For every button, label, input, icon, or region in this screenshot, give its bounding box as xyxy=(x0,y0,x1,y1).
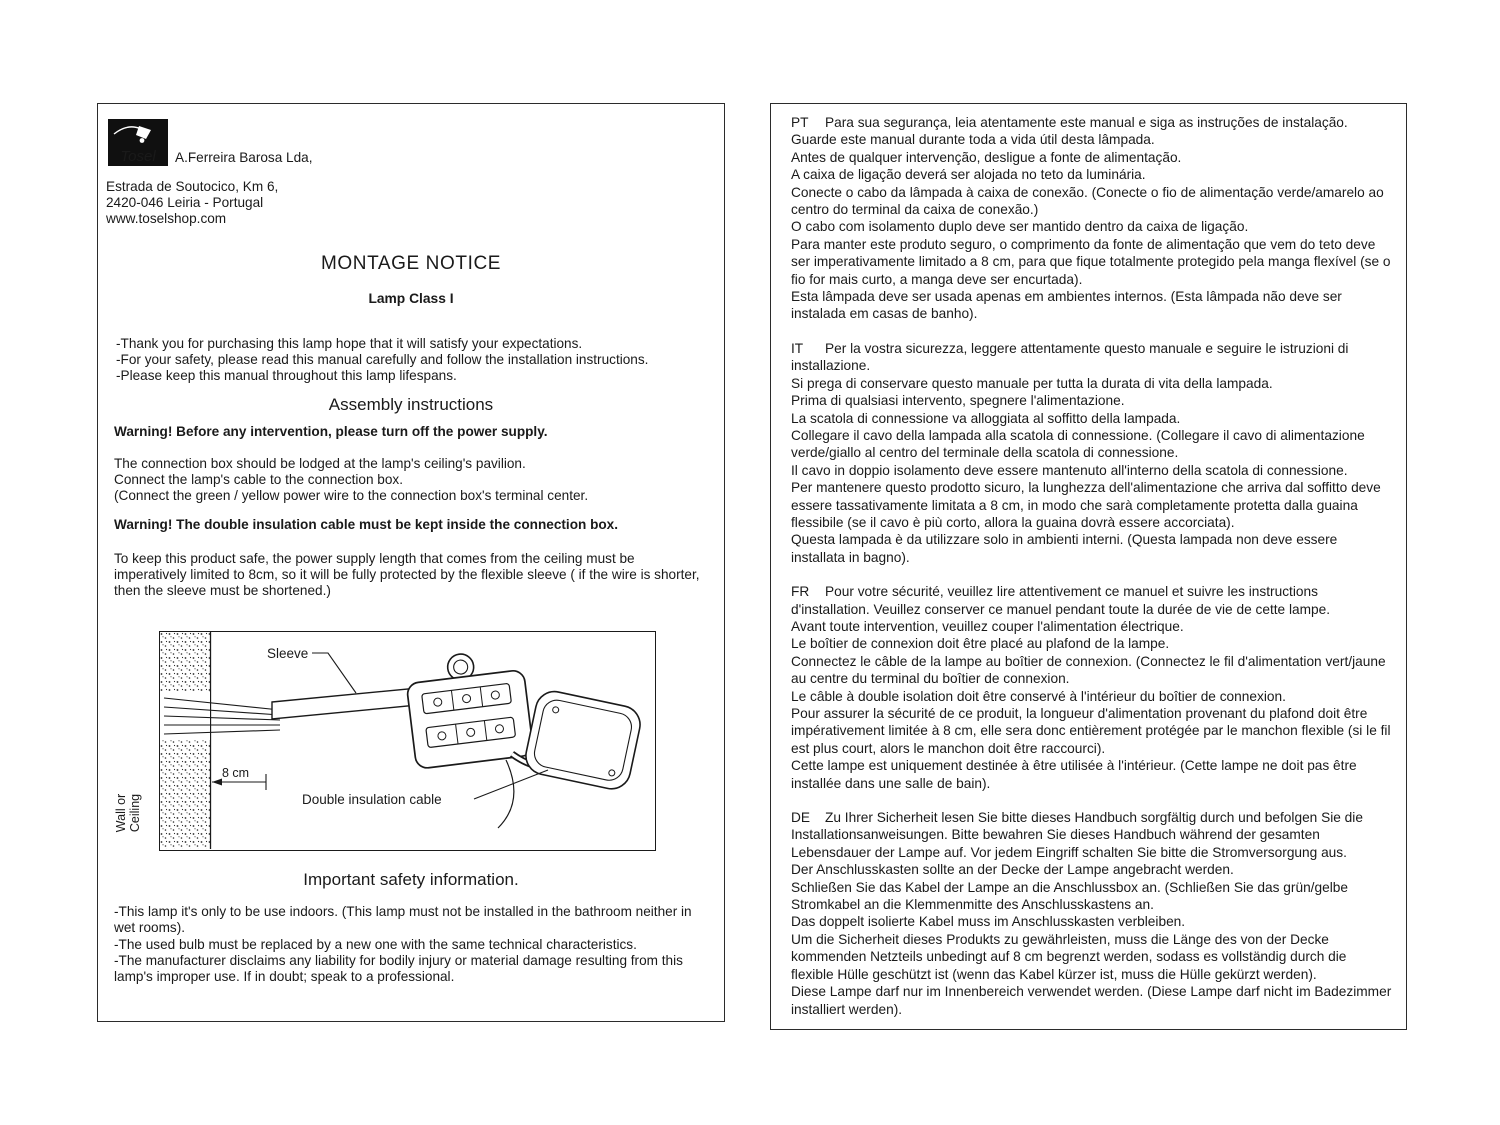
hanging-wire xyxy=(498,760,514,828)
left-page xyxy=(97,103,725,1022)
lang-section-de xyxy=(791,809,1392,1018)
safety-information-title: Important safety information. xyxy=(303,870,519,890)
lang-first-text: Pour votre sécurité, veuillez lire attentivement ce manuel et suivre les instructions d'installation. Veuillez conserver ce manuel pendant toute la durée de vie de cette lampe. xyxy=(791,584,1331,617)
text-line: Der Anschlusskasten sollte an der Decke der Lampe angebracht werden. xyxy=(791,862,1234,878)
safety-lines xyxy=(114,904,708,985)
lang-first-text: Para sua segurança, leia atentamente este manual e siga as instruções de instalação. xyxy=(825,115,1348,130)
text-line: Le câble à double isolation doit être conservé à l'intérieur du boîtier de connexion. xyxy=(791,688,1286,704)
lang-lines xyxy=(791,375,1392,566)
safety-line: -This lamp it's only to be use indoors. (This lamp must not be installed in the bathroom neither in wet rooms). xyxy=(114,904,692,936)
logo-text: Tosel xyxy=(120,148,156,165)
intro-line: -For your safety, please read this manual carefully and follow the installation instructions. xyxy=(116,352,649,368)
sleeve-tube xyxy=(272,688,418,719)
text-line: Questa lampada è da utilizzare solo in ambienti interni. (Questa lampada non deve essere installata in bagno). xyxy=(791,532,1338,565)
address-line: 2420-046 Leiria - Portugal xyxy=(106,195,264,210)
keep-safe-paragraph: To keep this product safe, the power supply length that comes from the ceiling must be imperatively limited to 8cm, so it will be fully protected by the flexible sleeve ( if the wire is shorter, then the sleeve must be shortened.) xyxy=(114,550,700,599)
text-line: O cabo com isolamento duplo deve ser mantido dentro da caixa de ligação. xyxy=(791,219,1249,235)
document-title: MONTAGE NOTICE xyxy=(320,253,502,274)
lang-lines xyxy=(791,131,1392,322)
lang-first-line xyxy=(791,583,1392,618)
text-line: La scatola di connessione va alloggiata al soffitto della lampada. xyxy=(791,410,1181,426)
dimension-label: 8 cm xyxy=(222,766,250,781)
lamp-logo-icon xyxy=(108,119,168,166)
text-line: Connectez le câble de la lampe au boîtier de connexion. (Connectez le fil d'alimentation vert/jaune au centre du terminal du boîtier de connexion. xyxy=(791,653,1386,687)
safety-line: -The used bulb must be replaced by a new one with the same technical characteristics. xyxy=(114,936,637,952)
text-line: Antes de qualquer intervenção, desligue a fonte de alimentação. xyxy=(791,149,1182,165)
lang-section-it xyxy=(791,340,1392,566)
ceiling-plate xyxy=(522,688,643,792)
text-line: Si prega di conservare questo manuale per tutta la durata di vita della lampada. xyxy=(791,375,1273,391)
assembly-lines xyxy=(114,456,708,505)
text-line: Per mantenere questo prodotto sicuro, la lunghezza dell'alimentazione che arriva dal soffitto deve essere tassativamente limitata a 8 cm, in modo che sarà completamente protetta dalla guaina flessibile (se il cavo è più corto, allora la guaina dovrà essere accorciata). xyxy=(791,480,1381,530)
wall-ceiling-label xyxy=(114,778,142,848)
right-page xyxy=(770,103,1407,1030)
address-line: www.toselshop.com xyxy=(106,211,227,226)
lang-code-fr: FR xyxy=(791,584,810,600)
text-line: Prima di qualsiasi intervento, spegnere l'alimentazione. xyxy=(791,393,1125,409)
safety-line: -The manufacturer disclaims any liability for bodily injury or material damage resulting from this lamp's improper use. If in doubt; speak to a professional. xyxy=(114,952,683,985)
logo-row xyxy=(108,119,708,166)
lamp-class-subtitle: Lamp Class I xyxy=(368,291,454,306)
intro-line: -Please keep this manual throughout this lamp lifespans. xyxy=(116,368,457,384)
text-line: Diese Lampe darf nur im Innenbereich verwendet werden. (Diese Lampe darf nicht im Badezimmer installiert werden). xyxy=(791,984,1392,1017)
text-line: Conecte o cabo da lâmpada à caixa de conexão. (Conecte o fio de alimentação verde/amarelo ao centro do terminal da caixa de conexão.) xyxy=(791,184,1384,218)
assembly-line: Connect the lamp's cable to the connection box. xyxy=(114,472,403,488)
sleeve-label: Sleeve xyxy=(267,646,309,662)
text-line: Pour assurer la sécurité de ce produit, la longueur d'alimentation provenant du plafond doit être impérativement limitée à 8 cm, elle sera donc entièrement protégée par le manchon flexible (si le fil est plus court, alors le manchon doit être raccourci). xyxy=(791,706,1391,756)
text-line: Guarde este manual durante toda a vida útil desta lâmpada. xyxy=(791,132,1155,148)
tosel-logo xyxy=(108,119,168,166)
lang-first-line xyxy=(791,340,1392,375)
company-address xyxy=(106,179,708,227)
lang-code-it: IT xyxy=(791,340,804,356)
text-line: Il cavo in doppio isolamento deve essere mantenuto all'interno della scatola di connessione. xyxy=(791,462,1348,478)
text-line: Avant toute intervention, veuillez couper l'alimentation électrique. xyxy=(791,618,1184,634)
warning-double-insulation: Warning! The double insulation cable must be kept inside the connection box. xyxy=(114,517,619,533)
text-line: Das doppelt isolierte Kabel muss im Anschlusskasten verbleiben. xyxy=(791,914,1186,930)
wall-hatch xyxy=(160,632,210,849)
text-line: A caixa de ligação deverá ser alojada no teto da luminária. xyxy=(791,167,1146,183)
lang-first-line xyxy=(791,114,1392,131)
address-line: Estrada de Soutocico, Km 6, xyxy=(106,179,279,194)
text-line: Schließen Sie das Kabel der Lampe an die Anschlussbox an. (Schließen Sie das grün/gelbe Stromkabel an die Klemmenmitte des Anschlusskastens an. xyxy=(791,879,1348,913)
diagram-row xyxy=(114,631,656,851)
text-line: Collegare il cavo della lampada alla scatola di connessione. (Collegare il cavo di alimentazione verde/giallo al centro del terminale della scatola di connessione. xyxy=(791,427,1365,461)
connection-box xyxy=(403,647,533,770)
text-line: Para manter este produto seguro, o comprimento da fonte de alimentação que vem do teto deve ser imperativamente limitado a 8 cm, para que fique totalmente protegido pela manga flexível (se o fio for mais curto, a manga deve ser encurtada). xyxy=(791,236,1391,287)
intro-line: -Thank you for purchasing this lamp hope that it will satisfy your expectations. xyxy=(116,336,583,351)
text-line: Le boîtier de connexion doit être placé au plafond de la lampe. xyxy=(791,636,1170,652)
assembly-instructions-title: Assembly instructions xyxy=(328,394,494,414)
wall-label-line2: Ceiling xyxy=(128,794,142,833)
lang-code-de: DE xyxy=(791,810,811,826)
warning-power-supply: Warning! Before any intervention, please turn off the power supply. xyxy=(114,423,548,439)
company-name: A.Ferreira Barosa Lda, xyxy=(175,150,313,165)
lang-first-line xyxy=(791,809,1392,861)
text-line: Um die Sicherheit dieses Produkts zu gewährleisten, muss die Länge des von der Decke kommenden Netzteils unbedingt auf 8 cm begrenzt werden, sodass es vollständig durch die flexible Hülle geschützt ist (wenn das Kabel kürzer ist, muss die Hülle gekürzt werden). xyxy=(791,931,1347,982)
lang-first-text: Per la vostra sicurezza, leggere attentamente questo manuale e seguire le istruzioni di installazione. xyxy=(791,340,1349,374)
lang-code-pt: PT xyxy=(791,115,809,130)
lang-lines xyxy=(791,618,1392,792)
lang-section-fr xyxy=(791,583,1392,792)
text-line: Cette lampe est uniquement destinée à être utilisée à l'intérieur. (Cette lampe ne doit pas être installée dans une salle de bain). xyxy=(791,758,1357,791)
assembly-line: (Connect the green / yellow power wire to the connection box's terminal center. xyxy=(114,488,589,504)
lang-first-text: Zu Ihrer Sicherheit lesen Sie bitte dieses Handbuch sorgfältig durch und befolgen Sie die Installationsanweisungen. Bitte bewahren Sie dieses Handbuch während der gesamten Lebensdauer der Lampe auf. Vor jedem Eingriff schalten Sie bitte die Stromversorgung aus. xyxy=(791,810,1363,860)
assembly-diagram xyxy=(159,631,656,851)
assembly-diagram-drawing xyxy=(160,632,654,849)
lang-lines xyxy=(791,861,1392,1018)
assembly-line: The connection box should be lodged at the lamp's ceiling's pavilion. xyxy=(114,455,526,471)
cable-label: Double insulation cable xyxy=(302,792,442,808)
lang-section-pt xyxy=(791,114,1392,323)
wall-label-line1: Wall or xyxy=(114,794,128,833)
intro-lines xyxy=(116,336,708,385)
text-line: Esta lâmpada deve ser usada apenas em ambientes internos. (Esta lâmpada não deve ser instalada em casas de banho). xyxy=(791,289,1342,322)
